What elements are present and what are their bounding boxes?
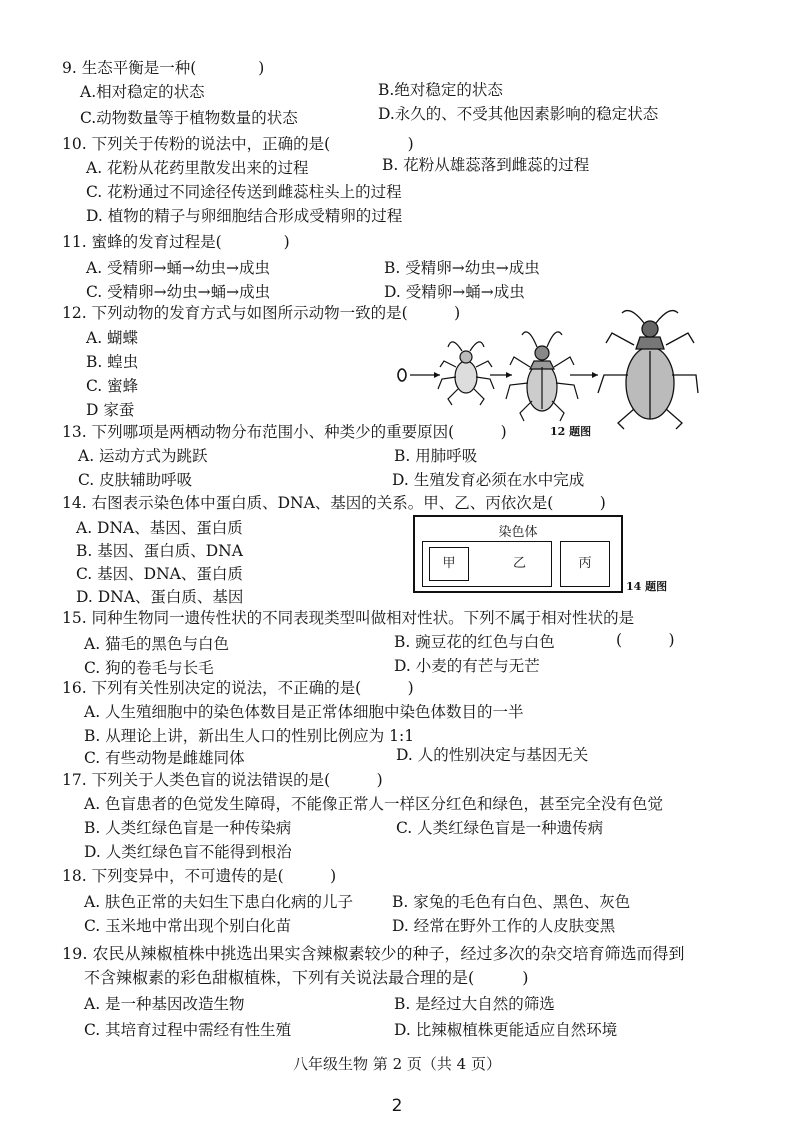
q14-option-a: A. DNA、基因、蛋白质 — [76, 519, 243, 537]
q14-figure-label: 14 题图 — [626, 580, 668, 593]
q13-option-a: A. 运动方式为跳跃 — [78, 447, 208, 465]
q10-option-a: A. 花粉从花药里散发出来的过程 — [86, 159, 309, 177]
q16-option-a: A. 人生殖细胞中的染色体数目是正常体细胞中染色体数目的一半 — [84, 703, 524, 721]
q12-figure-label: 12 题图 — [550, 425, 592, 438]
q13-option-c: C. 皮肤辅助呼吸 — [78, 471, 193, 489]
q17-stem: 17. 下列关于人类色盲的说法错误的是( ) — [62, 771, 383, 789]
q10-stem: 10. 下列关于传粉的说法中，正确的是( ) — [62, 135, 414, 153]
q18-stem: 18. 下列变异中，不可遗传的是( ) — [62, 867, 337, 885]
q12-option-b: B. 蝗虫 — [86, 353, 139, 371]
q17-option-b: B. 人类红绿色盲是一种传染病 — [84, 819, 292, 837]
q13-stem: 13. 下列哪项是两栖动物分布范围小、种类少的重要原因( ) — [62, 423, 507, 441]
box-bing: 丙 — [560, 541, 610, 587]
q11-option-d: D. 受精卵→蛹→成虫 — [384, 283, 525, 301]
q18-option-b: B. 家兔的毛色有白色、黑色、灰色 — [392, 893, 631, 911]
q19-stem-line2: 不含辣椒素的彩色甜椒植株，下列有关说法最合理的是( ) — [84, 968, 529, 987]
middle-box — [422, 541, 552, 587]
egg-icon — [398, 369, 406, 381]
q11-option-a: A. 受精卵→蛹→幼虫→成虫 — [86, 259, 271, 277]
q19-option-d: D. 比辣椒植株更能适应自然环境 — [394, 1021, 618, 1039]
q12-stem: 12. 下列动物的发育方式与如图所示动物一致的是( ) — [62, 304, 461, 322]
q15-option-b: B. 豌豆花的红色与白色 — [394, 633, 555, 651]
nymph-small-icon — [438, 342, 494, 405]
nymph-medium-icon — [506, 332, 578, 421]
q15-option-c: C. 狗的卷毛与长毛 — [84, 659, 214, 677]
page-number: 2 — [391, 1096, 403, 1116]
q18-option-c: C. 玉米地中常出现个别白化苗 — [84, 917, 292, 935]
q16-option-d: D. 人的性别决定与基因无关 — [396, 746, 589, 764]
q19-option-a: A. 是一种基因改造生物 — [84, 995, 245, 1013]
q15-answer-paren: ( ) — [616, 631, 675, 649]
q10-option-d: D. 植物的精子与卵细胞结合形成受精卵的过程 — [86, 207, 403, 225]
q9-option-a: A.相对稳定的状态 — [80, 83, 205, 101]
q17-option-d: D. 人类红绿色盲不能得到根治 — [84, 843, 292, 861]
q18-option-d: D. 经常在野外工作的人皮肤变黑 — [392, 917, 616, 935]
q12-insect-figure — [390, 305, 700, 430]
q16-stem: 16. 下列有关性别决定的说法，不正确的是( ) — [62, 679, 414, 697]
q14-stem: 14. 右图表示染色体中蛋白质、DNA、基因的关系。甲、乙、丙依次是( ) — [62, 494, 606, 512]
q15-option-d: D. 小麦的有芒与无芒 — [394, 657, 540, 675]
q9-option-b: B.绝对稳定的状态 — [378, 81, 503, 99]
q17-option-a: A. 色盲患者的色觉发生障碍，不能像正常人一样区分红色和绿色，甚至完全没有色觉 — [84, 795, 664, 813]
q19-option-c: C. 其培育过程中需经有性生殖 — [84, 1021, 292, 1039]
q15-stem: 15. 同种生物同一遗传性状的不同表现类型叫做相对性状。下列不属于相对性状的是 — [62, 609, 635, 627]
q19-stem-line1: 19. 农民从辣椒植株中挑选出果实含辣椒素较少的种子，经过多次的杂交培育筛选而得到 — [62, 944, 685, 963]
box-jia: 甲 — [429, 547, 469, 581]
page-footer: 八年级生物 第 2 页（共 4 页） — [293, 1055, 501, 1073]
q10-option-b: B. 花粉从雄蕊落到雌蕊的过程 — [382, 156, 590, 174]
q11-stem: 11. 蜜蜂的发育过程是( ) — [62, 233, 290, 251]
q13-option-d: D. 生殖发育必须在水中完成 — [392, 471, 585, 489]
q14-option-b: B. 基因、蛋白质、DNA — [76, 542, 243, 560]
chromosome-label: 染色体 — [498, 525, 538, 540]
q15-option-a: A. 猫毛的黑色与白色 — [84, 635, 230, 653]
q18-option-a: A. 肤色正常的夫妇生下患白化病的儿子 — [84, 893, 354, 911]
q12-option-a: A. 蝴蝶 — [86, 329, 139, 347]
q13-option-b: B. 用肺呼吸 — [394, 447, 478, 465]
chromosome-outer-box — [413, 515, 623, 593]
q12-option-c: C. 蜜蜂 — [86, 377, 139, 395]
q14-option-c: C. 基因、DNA、蛋白质 — [76, 565, 243, 583]
label-yi: 乙 — [513, 556, 527, 571]
q9-option-c: C.动物数量等于植物数量的状态 — [80, 109, 298, 127]
q12-option-d: D 家蚕 — [86, 401, 135, 419]
q16-option-b: B. 从理论上讲，新出生人口的性别比例应为 1:1 — [84, 727, 415, 745]
q9-option-d: D.永久的、不受其他因素影响的稳定状态 — [378, 105, 659, 123]
q9-stem: 9. 生态平衡是一种( ) — [62, 59, 265, 77]
q19-option-b: B. 是经过大自然的筛选 — [394, 995, 555, 1013]
adult-beetle-icon — [598, 311, 698, 429]
q14-option-d: D. DNA、蛋白质、基因 — [76, 588, 244, 606]
q11-option-c: C. 受精卵→幼虫→蛹→成虫 — [86, 283, 271, 301]
q10-option-c: C. 花粉通过不同途径传送到雌蕊柱头上的过程 — [86, 183, 402, 201]
q11-option-b: B. 受精卵→幼虫→成虫 — [384, 259, 540, 277]
q16-option-c: C. 有些动物是雌雄同体 — [84, 749, 245, 767]
q17-option-c: C. 人类红绿色盲是一种遗传病 — [396, 819, 604, 837]
